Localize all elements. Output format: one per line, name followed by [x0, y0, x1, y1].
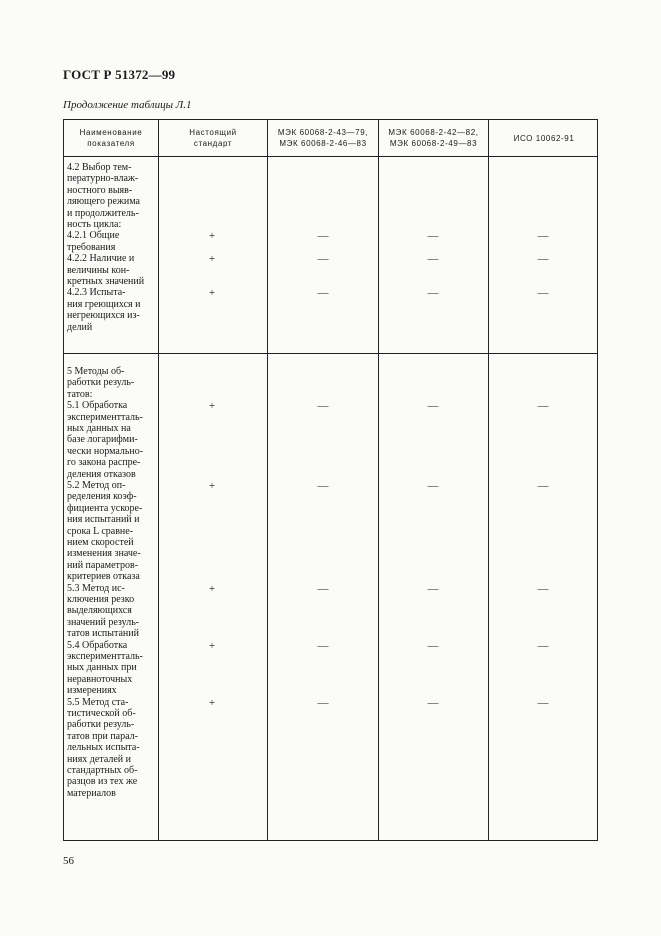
column-header-iec-2: МЭК 60068-2-42—82, МЭК 60068-2-49—83	[388, 128, 479, 148]
table-caption: Продолжение таблицы Л.1	[63, 99, 192, 111]
row-mark: —	[317, 253, 329, 266]
row-mark: —	[317, 400, 329, 413]
section-divider	[64, 353, 597, 354]
row-mark: —	[427, 287, 439, 300]
row-mark: +	[208, 480, 216, 492]
row-mark: —	[427, 480, 439, 492]
row-mark: +	[208, 253, 216, 266]
row-mark: —	[537, 480, 549, 492]
row-mark: —	[537, 253, 549, 266]
comparison-table	[63, 119, 598, 841]
header-divider	[64, 156, 597, 157]
column-divider	[267, 120, 268, 840]
row-indicator-name: 5.1 Обработка экспериментталь- ных данных на базе логарифми- чески нормально- го закона распре- деления отказов	[67, 400, 144, 480]
row-mark: —	[427, 582, 439, 595]
row-mark: —	[537, 287, 549, 300]
row-mark: —	[317, 639, 329, 652]
row-mark: —	[317, 696, 329, 709]
row-mark: —	[427, 696, 439, 709]
row-mark: +	[208, 582, 216, 595]
page-number: 56	[63, 855, 74, 867]
row-mark: +	[208, 230, 216, 243]
row-mark: +	[208, 400, 216, 413]
row-mark: —	[537, 696, 549, 709]
row-mark: +	[208, 287, 216, 300]
row-mark: —	[317, 287, 329, 300]
row-indicator-name: 4.2.3 Испыта- ния греющихся и негреющихся из- делий	[67, 287, 141, 333]
row-mark: —	[317, 582, 329, 595]
column-divider	[378, 120, 379, 840]
row-mark: —	[537, 639, 549, 652]
row-mark: —	[427, 230, 439, 243]
row-indicator-name: 5.2 Метод оп- ределения коэф- фициента ускоре- ния испытаний и срока L сравне- нием скоростей изменения значе- ний параметров- критериев отказа	[67, 480, 143, 583]
row-indicator-name: 4.2 Выбор тем- пературно-влаж- ностного выяв- ляющего режима и продолжитель- ность цикла:	[67, 162, 140, 231]
row-mark: +	[208, 696, 216, 709]
row-mark: +	[208, 639, 216, 652]
row-mark: —	[427, 639, 439, 652]
row-mark: —	[427, 400, 439, 413]
row-mark: —	[317, 480, 329, 492]
column-divider	[158, 120, 159, 840]
row-indicator-name: 5.5 Метод ста- тистической об- работки резуль- татов при парал- лельных испыта- ниях деталей и стандартных об- разцов из тех же материалов	[67, 696, 140, 799]
doc-title: ГОСТ Р 51372—99	[63, 67, 176, 82]
column-header-iso: ИСО 10062-91	[513, 133, 575, 143]
row-mark: —	[537, 582, 549, 595]
row-indicator-name: 5.3 Метод ис- ключения резко выделяющихся значений резуль- татов испытаний	[67, 582, 140, 640]
row-indicator-name: 4.2.1 Общие требования	[67, 230, 120, 253]
column-header-indicator: Наименование показателя	[79, 128, 143, 148]
row-indicator-name: 5.4 Обработка экспериментталь- ных данных при неравноточных измерениях	[67, 639, 143, 697]
row-mark: —	[317, 230, 329, 243]
column-divider	[488, 120, 489, 840]
row-mark: —	[537, 230, 549, 243]
column-header-iec-1: МЭК 60068-2-43—79, МЭК 60068-2-46—83	[277, 128, 369, 148]
row-mark: —	[427, 253, 439, 266]
column-header-this-standard: Настоящий стандарт	[189, 128, 237, 148]
row-indicator-name: 4.2.2 Наличие и величины кон- кретных значений	[67, 253, 145, 287]
row-indicator-name: 5 Методы об- работки резуль- татов:	[67, 366, 135, 400]
row-mark: —	[537, 400, 549, 413]
